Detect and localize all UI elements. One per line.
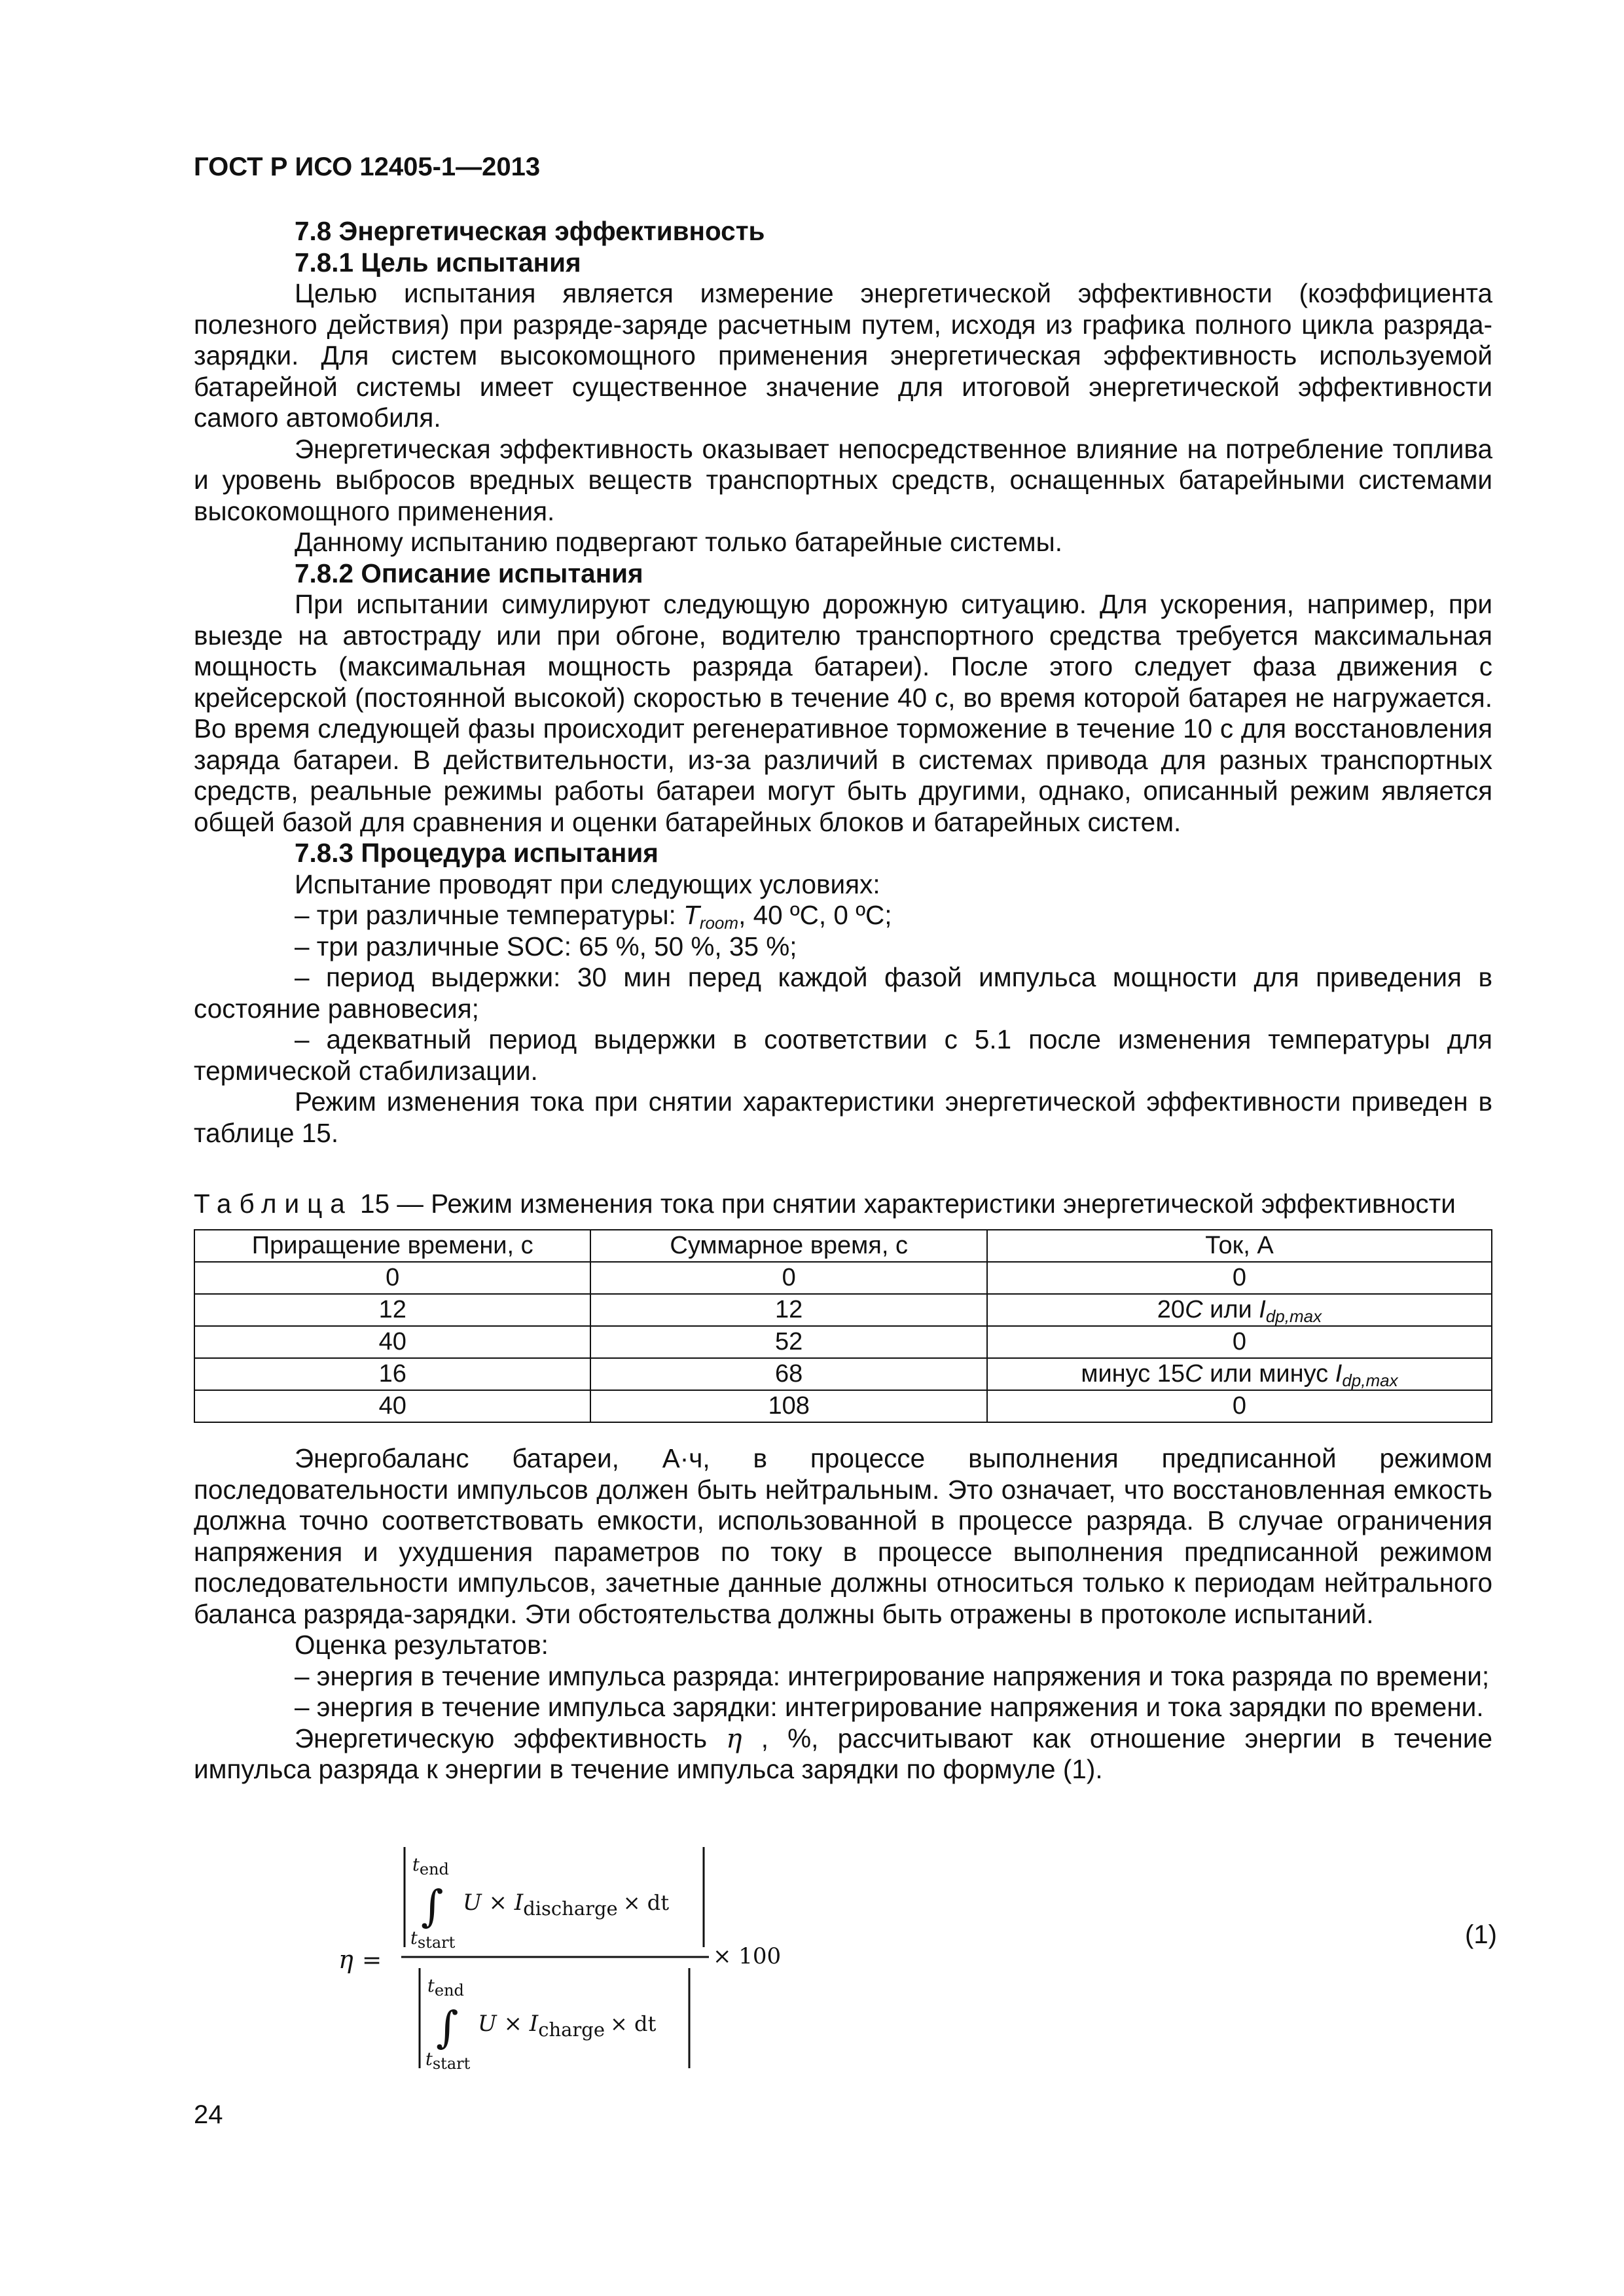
table-header-row <box>194 1230 1492 1262</box>
num-body: U × Idischarge × dt <box>463 1890 670 1920</box>
den-integral-icon: ∫ <box>436 2002 459 2053</box>
page-number: 24 <box>194 2100 223 2129</box>
table-row <box>194 1390 1492 1422</box>
table-cell: 68 <box>590 1358 986 1390</box>
table-header-cell: Приращение времени, с <box>194 1230 590 1262</box>
paragraph: Целью испытания является измерение энергетической эффективности (коэффициента полезного действия) при разряде-заряде расчетным путем, исходя из графика полного цикла разряда-зарядки. Для систем высокомощного применения энергетическая эффективность используемой батарейной системы имеет существенное значение для итоговой энергетической эффективности самого автомобиля. <box>194 278 1492 433</box>
equation-number: (1) <box>1465 1920 1497 1949</box>
table-cell: 12 <box>590 1294 986 1326</box>
subsection-title: 7.8.3 Процедура испытания <box>295 838 659 868</box>
table-header-cell: Ток, А <box>987 1230 1492 1262</box>
table-row <box>194 1326 1492 1358</box>
paragraph: Оценка результатов: <box>295 1630 549 1660</box>
paragraph: Энергобаланс батареи, А·ч, в процессе выполнения предписанной режимом последовательности импульсов должен быть нейтральным. Это означает, что восстановленная емкость должна точно соответствовать емкости, использованной в процессе разряда. В случае ограничения напряжения и ухудшения параметров по току в процессе выполнения предписанной режимом последовательности импульсов, зачетные данные должны относиться только к периодам нейтрального баланса разряда-зарядки. Эти обстоятельства должны быть отражены в протоколе испытаний. <box>194 1443 1492 1629</box>
list-item: – энергия в течение импульса разряда: интегрирование напряжения и тока разряда по времени; <box>295 1660 1490 1691</box>
table-cell: минус 15C или минус $I_{dp,max}$ <box>987 1358 1492 1390</box>
paragraph: Режим изменения тока при снятии характеристики энергетической эффективности приведен в таблице 15. <box>194 1086 1492 1148</box>
table-cell: 0 <box>590 1262 986 1294</box>
paragraph: Данному испытанию подвергают только батарейные системы. <box>295 527 1062 557</box>
den-t-end: tend <box>427 1976 464 2000</box>
document-header: ГОСТ Р ИСО 12405-1—2013 <box>194 152 541 181</box>
formula-times-100: × 100 <box>713 1943 782 1969</box>
table-cell: 0 <box>194 1262 590 1294</box>
list-item: – три различные температуры: $T_{room}$, 40 ºС, 0 ºС; <box>295 900 892 933</box>
table-cell: 40 <box>194 1326 590 1358</box>
den-t-start: tstart <box>425 2049 471 2073</box>
paragraph: При испытании симулируют следующую дорожную ситуацию. Для ускорения, например, при выезде на автостраду или при обгоне, водителю транспортного средства требуется максимальная мощность (максимальная мощность разряда батареи). После этого следует фаза движения с крейсерской (постоянной высокой) скоростью в течение 40 с, во время которой батарея не нагружается. Во время следующей фазы происходит регенеративное торможение в течение 10 с для восстановления заряда батареи. В действительности, из-за различий в системах привода для разных транспортных средств, реальные режимы работы батареи могут быть другими, однако, описанный режим является общей базой для сравнения и оценки батарейных блоков и батарейных систем. <box>194 589 1492 837</box>
den-body: U × Icharge × dt <box>478 2011 657 2041</box>
table-cell: 52 <box>590 1326 986 1358</box>
list-item: – период выдержки: 30 мин перед каждой фазой импульса мощности для приведения в состояние равновесия; <box>194 962 1492 1024</box>
table-cell: 0 <box>987 1262 1492 1294</box>
table-15 <box>194 1229 1492 1423</box>
num-t-start: tstart <box>410 1928 456 1952</box>
table-cell: 20C или $I_{dp,max}$ <box>987 1294 1492 1326</box>
section-7-8 <box>194 216 1492 1149</box>
table-row <box>194 1358 1492 1390</box>
results-section <box>194 1443 1492 1785</box>
efficiency-formula <box>337 1833 795 2075</box>
table-header-cell: Суммарное время, с <box>590 1230 986 1262</box>
table-cell: 12 <box>194 1294 590 1326</box>
table-cell: 40 <box>194 1390 590 1422</box>
paragraph: Энергетическую эффективность η , %, рассчитывают как отношение энергии в течение импульса разряда к энергии в течение импульса зарядки по формуле (1). <box>194 1722 1493 1784</box>
num-t-end: tend <box>412 1855 449 1878</box>
table-cell: 0 <box>987 1390 1492 1422</box>
subsection-title: 7.8.2 Описание испытания <box>295 558 643 588</box>
section-title: 7.8 Энергетическая эффективность <box>295 216 765 246</box>
list-item: – три различные SOC: 65 %, 50 %, 35 %; <box>295 931 797 961</box>
formula-equals: = <box>362 1947 382 1974</box>
num-integral-icon: ∫ <box>421 1881 444 1931</box>
subsection-title: 7.8.1 Цель испытания <box>295 247 581 278</box>
table-row <box>194 1262 1492 1294</box>
list-item: – адекватный период выдержки в соответствии с 5.1 после изменения температуры для термической стабилизации. <box>194 1024 1492 1086</box>
list-item: – энергия в течение импульса зарядки: интегрирование напряжения и тока зарядки по времени. <box>295 1692 1484 1722</box>
paragraph: Энергетическая эффективность оказывает непосредственное влияние на потребление топлива и уровень выбросов вредных веществ транспортных средств, оснащенных батарейными системами высокомощного применения. <box>194 433 1492 526</box>
paragraph: Испытание проводят при следующих условиях: <box>295 869 880 899</box>
table-cell: 108 <box>590 1390 986 1422</box>
table-row <box>194 1294 1492 1326</box>
formula-eta: η <box>338 1945 353 1974</box>
table-caption: Таблица 15 — Режим изменения тока при снятии характеристики энергетической эффективности <box>194 1189 1456 1219</box>
table-cell: 0 <box>987 1326 1492 1358</box>
table-cell: 16 <box>194 1358 590 1390</box>
